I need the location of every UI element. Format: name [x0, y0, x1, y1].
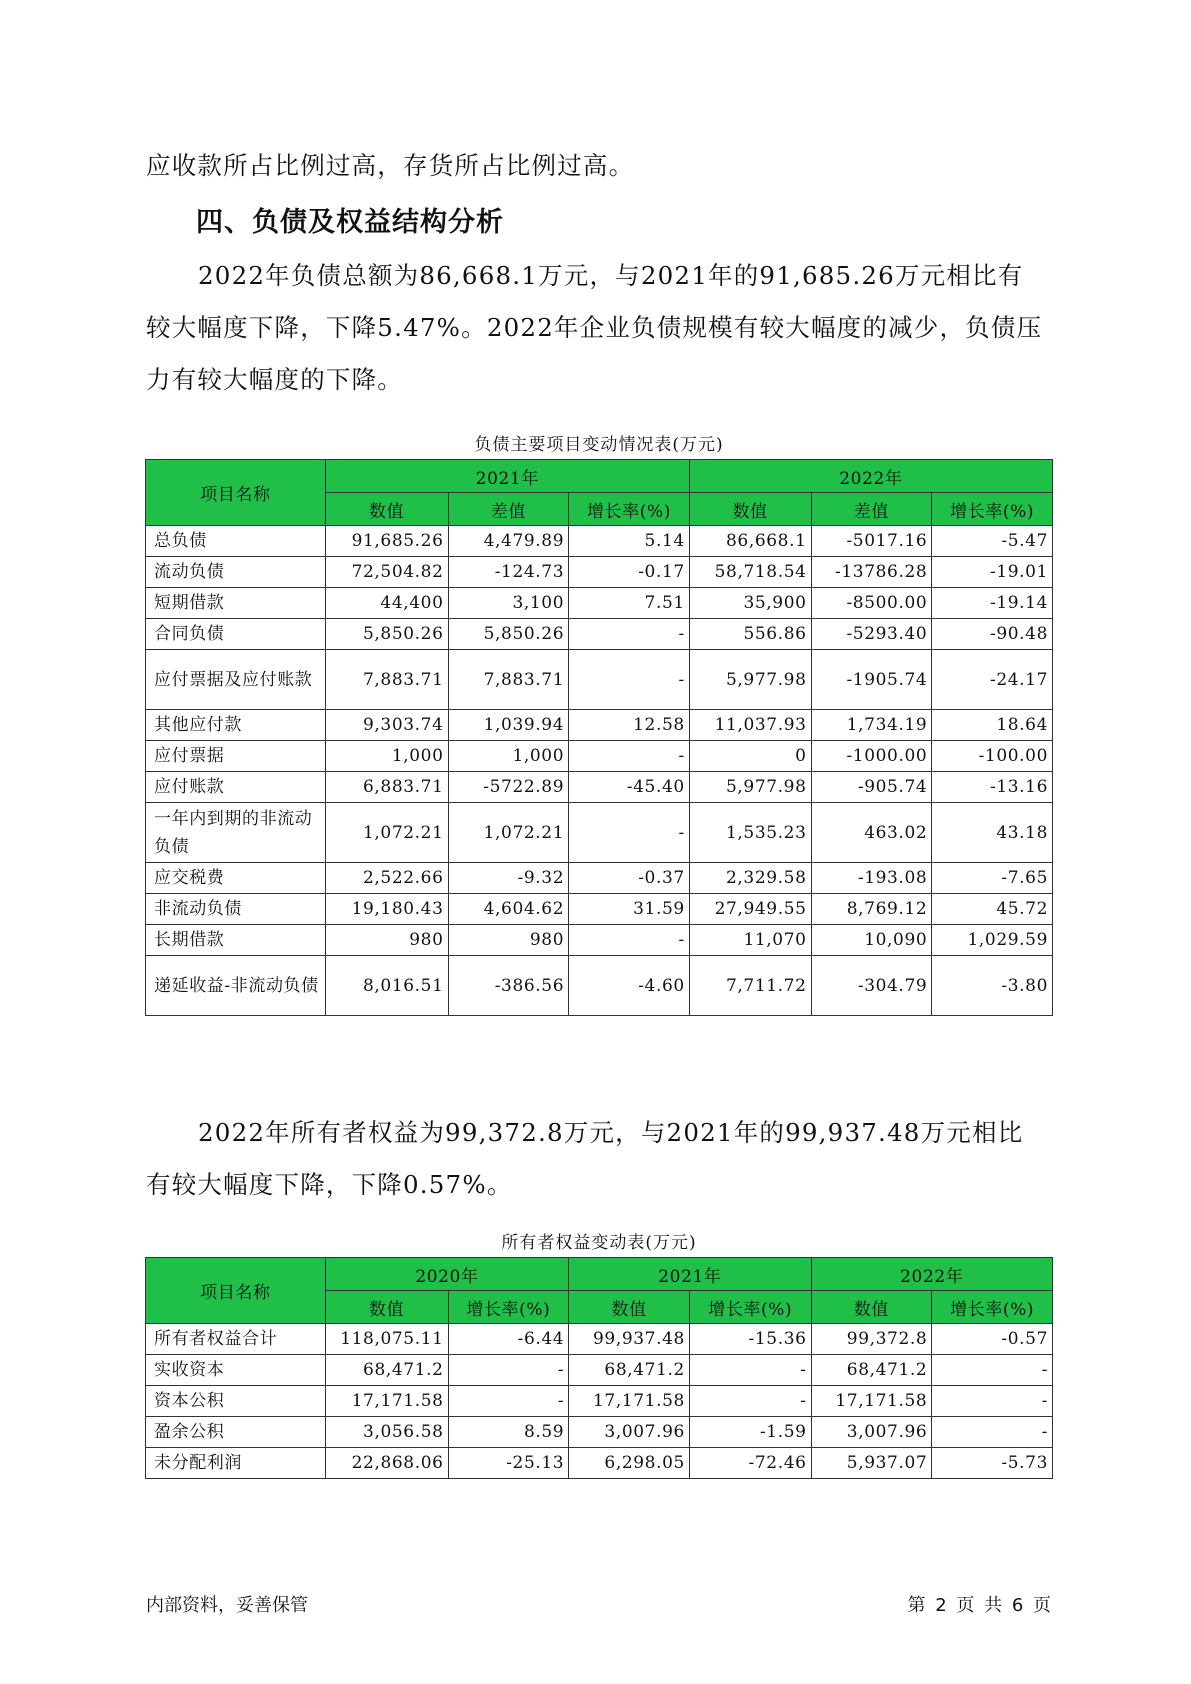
difference-cell: 1,000 — [448, 741, 569, 772]
year-header-2022: 2022年 — [811, 1258, 1052, 1291]
footer-confidential-note: 内部资料，妥善保管 — [146, 1595, 308, 1616]
growth-rate-header: 增长率(%) — [689, 1291, 811, 1324]
equity-paragraph-text: 2022年所有者权益为99,372.8万元，与2021年的99,937.48万元相比有较大幅度下降，下降0.57%。 — [146, 1118, 1024, 1199]
difference-cell: -8500.00 — [811, 588, 932, 619]
value-cell: 19,180.43 — [325, 894, 448, 925]
value-cell: 68,471.2 — [811, 1355, 932, 1386]
difference-cell: 1,072.21 — [448, 803, 569, 863]
value-cell: 9,303.74 — [325, 710, 448, 741]
item-name-cell: 非流动负债 — [146, 894, 326, 925]
item-name-cell: 总负债 — [146, 526, 326, 557]
table-row — [146, 1324, 1053, 1355]
item-name-cell: 一年内到期的非流动负债 — [146, 803, 326, 863]
value-cell: 118,075.11 — [325, 1324, 448, 1355]
item-name-cell: 应交税费 — [146, 863, 326, 894]
value-cell: 11,037.93 — [689, 710, 811, 741]
item-name-cell: 应付账款 — [146, 772, 326, 803]
growth-rate-cell: -90.48 — [932, 619, 1053, 650]
growth-rate-cell: -72.46 — [689, 1448, 811, 1479]
growth-rate-cell: - — [932, 1355, 1053, 1386]
table-row — [146, 588, 1053, 619]
value-cell: 35,900 — [689, 588, 811, 619]
difference-cell: 7,883.71 — [448, 650, 569, 710]
table-row — [146, 526, 1053, 557]
section-heading: 四、负债及权益结构分析 — [196, 207, 504, 238]
difference-cell: 463.02 — [811, 803, 932, 863]
growth-rate-cell: -7.65 — [932, 863, 1053, 894]
growth-rate-cell: -5.73 — [932, 1448, 1053, 1479]
difference-cell: 3,100 — [448, 588, 569, 619]
difference-cell: -5293.40 — [811, 619, 932, 650]
liability-paragraph-text: 2022年负债总额为86,668.1万元，与2021年的91,685.26万元相比有较大幅度下降，下降5.47%。2022年企业负债规模有较大幅度的减少，负债压力有较大幅度的下降。 — [146, 261, 1043, 394]
growth-rate-cell: -1.59 — [689, 1417, 811, 1448]
intro-paragraph — [146, 140, 1046, 192]
growth-rate-header: 增长率(%) — [932, 1291, 1053, 1324]
value-cell: 68,471.2 — [569, 1355, 690, 1386]
growth-rate-cell: -19.01 — [932, 557, 1053, 588]
growth-rate-cell: - — [569, 650, 690, 710]
table-row — [146, 894, 1053, 925]
growth-rate-cell: 43.18 — [932, 803, 1053, 863]
value-cell: 5,937.07 — [811, 1448, 932, 1479]
value-cell: 5,977.98 — [689, 772, 811, 803]
table-row — [146, 557, 1053, 588]
difference-cell: 8,769.12 — [811, 894, 932, 925]
growth-rate-cell: - — [569, 925, 690, 956]
growth-rate-cell: - — [569, 803, 690, 863]
difference-cell: -1905.74 — [811, 650, 932, 710]
difference-cell: -386.56 — [448, 956, 569, 1016]
value-cell: 22,868.06 — [325, 1448, 448, 1479]
footer-page-number: 第 2 页 共 6 页 — [907, 1595, 1051, 1616]
value-cell: 3,007.96 — [569, 1417, 690, 1448]
table-row — [146, 741, 1053, 772]
growth-rate-header: 增长率(%) — [569, 493, 690, 526]
growth-rate-cell: -0.57 — [932, 1324, 1053, 1355]
liability-table — [145, 459, 1053, 1016]
year-header-2021: 2021年 — [569, 1258, 811, 1291]
value-cell: 91,685.26 — [325, 526, 448, 557]
value-cell: 980 — [325, 925, 448, 956]
value-cell: 7,883.71 — [325, 650, 448, 710]
value-cell: 3,056.58 — [325, 1417, 448, 1448]
value-header: 数值 — [325, 1291, 448, 1324]
value-cell: 99,372.8 — [811, 1324, 932, 1355]
growth-rate-cell: -0.17 — [569, 557, 690, 588]
value-cell: 5,850.26 — [325, 619, 448, 650]
growth-rate-cell: -25.13 — [448, 1448, 569, 1479]
difference-header: 差值 — [811, 493, 932, 526]
item-name-cell: 未分配利润 — [146, 1448, 326, 1479]
growth-rate-cell: - — [932, 1386, 1053, 1417]
growth-rate-cell: -13.16 — [932, 772, 1053, 803]
value-header: 数值 — [325, 493, 448, 526]
value-cell: 99,937.48 — [569, 1324, 690, 1355]
value-cell: 27,949.55 — [689, 894, 811, 925]
item-name-cell: 实收资本 — [146, 1355, 326, 1386]
value-cell: 6,298.05 — [569, 1448, 690, 1479]
difference-cell: -13786.28 — [811, 557, 932, 588]
table-row — [146, 803, 1053, 863]
liability-paragraph — [146, 250, 1046, 406]
growth-rate-cell: - — [448, 1355, 569, 1386]
table-row — [146, 650, 1053, 710]
value-cell: 86,668.1 — [689, 526, 811, 557]
value-cell: 17,171.58 — [569, 1386, 690, 1417]
growth-rate-cell: -0.37 — [569, 863, 690, 894]
table-row — [146, 1448, 1053, 1479]
value-cell: 1,535.23 — [689, 803, 811, 863]
item-name-cell: 所有者权益合计 — [146, 1324, 326, 1355]
value-cell: 6,883.71 — [325, 772, 448, 803]
growth-rate-cell: 12.58 — [569, 710, 690, 741]
value-cell: 8,016.51 — [325, 956, 448, 1016]
equity-table-caption: 所有者权益变动表(万元) — [501, 1233, 697, 1253]
growth-rate-cell: - — [569, 619, 690, 650]
growth-rate-cell: 31.59 — [569, 894, 690, 925]
growth-rate-cell: -24.17 — [932, 650, 1053, 710]
difference-cell: -905.74 — [811, 772, 932, 803]
equity-paragraph — [146, 1107, 1046, 1211]
value-cell: 72,504.82 — [325, 557, 448, 588]
growth-rate-cell: -19.14 — [932, 588, 1053, 619]
difference-cell: 1,734.19 — [811, 710, 932, 741]
difference-cell: 4,604.62 — [448, 894, 569, 925]
value-cell: 1,072.21 — [325, 803, 448, 863]
growth-rate-header: 增长率(%) — [932, 493, 1053, 526]
table-row — [146, 772, 1053, 803]
difference-cell: -1000.00 — [811, 741, 932, 772]
item-name-cell: 其他应付款 — [146, 710, 326, 741]
value-cell: 5,977.98 — [689, 650, 811, 710]
difference-cell: 1,039.94 — [448, 710, 569, 741]
year-header-2021: 2021年 — [325, 460, 689, 493]
growth-rate-cell: -15.36 — [689, 1324, 811, 1355]
item-name-cell: 资本公积 — [146, 1386, 326, 1417]
table-row — [146, 619, 1053, 650]
growth-rate-cell: -5.47 — [932, 526, 1053, 557]
difference-header: 差值 — [448, 493, 569, 526]
value-cell: 2,522.66 — [325, 863, 448, 894]
item-name-cell: 递延收益-非流动负债 — [146, 956, 326, 1016]
item-name-cell: 合同负债 — [146, 619, 326, 650]
item-name-header: 项目名称 — [146, 1258, 326, 1324]
growth-rate-cell: - — [689, 1355, 811, 1386]
value-cell: 17,171.58 — [811, 1386, 932, 1417]
equity-table — [145, 1257, 1053, 1479]
value-cell: 11,070 — [689, 925, 811, 956]
growth-rate-cell: 45.72 — [932, 894, 1053, 925]
difference-cell: -5017.16 — [811, 526, 932, 557]
difference-cell: 980 — [448, 925, 569, 956]
growth-rate-cell: - — [689, 1386, 811, 1417]
difference-cell: -124.73 — [448, 557, 569, 588]
difference-cell: 4,479.89 — [448, 526, 569, 557]
growth-rate-cell: 8.59 — [448, 1417, 569, 1448]
year-header-2022: 2022年 — [689, 460, 1052, 493]
growth-rate-cell: -4.60 — [569, 956, 690, 1016]
value-header: 数值 — [811, 1291, 932, 1324]
table-row — [146, 710, 1053, 741]
value-cell: 2,329.58 — [689, 863, 811, 894]
growth-rate-cell: - — [569, 741, 690, 772]
table-row — [146, 1417, 1053, 1448]
growth-rate-cell: - — [932, 1417, 1053, 1448]
item-name-cell: 长期借款 — [146, 925, 326, 956]
item-name-cell: 短期借款 — [146, 588, 326, 619]
value-cell: 1,000 — [325, 741, 448, 772]
difference-cell: -5722.89 — [448, 772, 569, 803]
growth-rate-cell: -3.80 — [932, 956, 1053, 1016]
table-row — [146, 1386, 1053, 1417]
difference-cell: 5,850.26 — [448, 619, 569, 650]
table-row — [146, 1355, 1053, 1386]
liability-table-caption: 负债主要项目变动情况表(万元) — [474, 435, 724, 455]
value-cell: 17,171.58 — [325, 1386, 448, 1417]
item-name-cell: 应付票据 — [146, 741, 326, 772]
growth-rate-cell: 7.51 — [569, 588, 690, 619]
value-cell: 58,718.54 — [689, 557, 811, 588]
item-name-cell: 盈余公积 — [146, 1417, 326, 1448]
item-name-cell: 流动负债 — [146, 557, 326, 588]
intro-line: 应收款所占比例过高，存货所占比例过高。 — [146, 151, 635, 180]
growth-rate-cell: -45.40 — [569, 772, 690, 803]
value-cell: 44,400 — [325, 588, 448, 619]
difference-cell: 10,090 — [811, 925, 932, 956]
value-header: 数值 — [569, 1291, 690, 1324]
value-cell: 68,471.2 — [325, 1355, 448, 1386]
growth-rate-cell: - — [448, 1386, 569, 1417]
item-name-header: 项目名称 — [146, 460, 326, 526]
value-cell: 7,711.72 — [689, 956, 811, 1016]
table-row — [146, 956, 1053, 1016]
growth-rate-cell: 1,029.59 — [932, 925, 1053, 956]
value-cell: 556.86 — [689, 619, 811, 650]
growth-rate-cell: 5.14 — [569, 526, 690, 557]
growth-rate-cell: 18.64 — [932, 710, 1053, 741]
growth-rate-cell: -100.00 — [932, 741, 1053, 772]
table-row — [146, 925, 1053, 956]
item-name-cell: 应付票据及应付账款 — [146, 650, 326, 710]
year-header-2020: 2020年 — [325, 1258, 569, 1291]
value-header: 数值 — [689, 493, 811, 526]
growth-rate-header: 增长率(%) — [448, 1291, 569, 1324]
value-cell: 0 — [689, 741, 811, 772]
table-row — [146, 863, 1053, 894]
value-cell: 3,007.96 — [811, 1417, 932, 1448]
difference-cell: -9.32 — [448, 863, 569, 894]
difference-cell: -304.79 — [811, 956, 932, 1016]
growth-rate-cell: -6.44 — [448, 1324, 569, 1355]
difference-cell: -193.08 — [811, 863, 932, 894]
